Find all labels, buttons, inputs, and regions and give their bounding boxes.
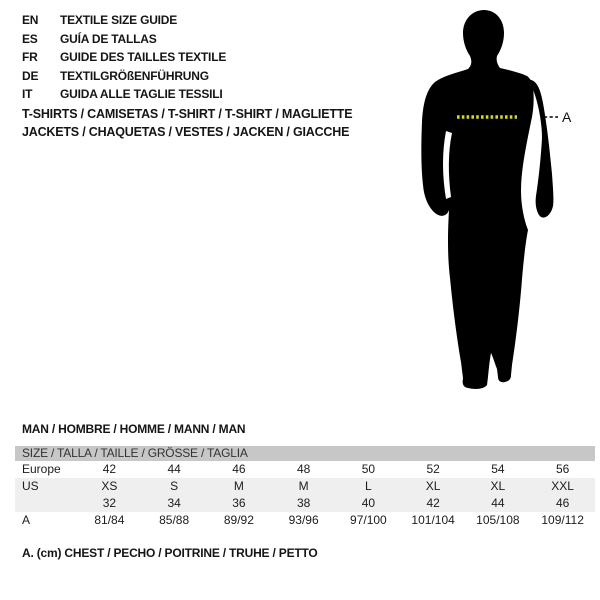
size-cell: 105/108 [476, 513, 520, 527]
size-cell: 89/92 [223, 513, 254, 527]
language-code: DE [22, 68, 39, 83]
size-cell: 101/104 [411, 513, 455, 527]
section-title-man: MAN / HOMBRE / HOMME / MANN / MAN [22, 422, 246, 436]
measurement-footnote: A. (cm) CHEST / PECHO / POITRINE / TRUHE / PETTO [22, 546, 318, 560]
table-row-europe [15, 461, 595, 478]
size-table [15, 446, 595, 529]
man-silhouette-figure [406, 4, 576, 396]
size-cell: 54 [491, 462, 505, 476]
size-table-grid [15, 461, 595, 529]
language-row [22, 11, 226, 30]
size-cell: XL [425, 479, 441, 493]
language-row [22, 67, 226, 86]
size-cell: 81/84 [94, 513, 125, 527]
row-label [15, 495, 77, 512]
table-row-us [15, 478, 595, 495]
size-cell: 46 [555, 496, 570, 510]
size-cell: 42 [102, 462, 117, 476]
language-code: IT [22, 87, 33, 101]
size-cell: 32 [102, 496, 117, 510]
row-label: US [22, 479, 39, 493]
row-label: A [22, 513, 31, 527]
language-row [22, 48, 226, 67]
size-cell: 44 [167, 462, 181, 476]
category-line-tshirts: T-SHIRTS / CAMISETAS / T-SHIRT / T-SHIRT / MAGLIETTE [22, 107, 353, 121]
man-silhouette-svg [406, 4, 576, 396]
size-cell: 52 [426, 462, 440, 476]
size-cell: 97/100 [350, 513, 387, 527]
size-cell: XXL [551, 479, 574, 493]
size-cell: XL [490, 479, 506, 493]
size-cell: S [170, 479, 179, 493]
language-label: TEXTILE SIZE GUIDE [60, 13, 178, 27]
measure-label-a: A [562, 109, 572, 125]
size-cell: L [365, 479, 372, 493]
language-label: GUIDE DES TAILLES TEXTILE [60, 50, 227, 64]
size-table-header: SIZE / TALLA / TAILLE / GRÖSSE / TAGLIA [15, 446, 595, 461]
size-cell: 46 [232, 462, 246, 476]
language-code: FR [22, 50, 38, 64]
size-cell: 44 [491, 496, 505, 510]
size-cell: 48 [296, 462, 311, 476]
size-cell: 34 [167, 496, 181, 510]
language-list [22, 11, 226, 104]
man-silhouette [421, 10, 533, 389]
size-cell: 56 [555, 462, 570, 476]
table-row-numeric [15, 495, 595, 512]
size-cell: XS [101, 479, 118, 493]
row-label: Europe [22, 462, 61, 476]
table-row-chest-a [15, 512, 595, 529]
size-cell: 50 [361, 462, 376, 476]
size-cell: M [298, 479, 309, 493]
language-code: ES [22, 31, 38, 46]
size-cell: 109/112 [541, 513, 584, 527]
size-cell: 36 [232, 496, 246, 510]
language-label: TEXTILGRÖßENFÜHRUNG [60, 68, 209, 83]
language-label: GUIDA ALLE TAGLIE TESSILI [60, 87, 223, 101]
garment-categories [22, 105, 352, 141]
language-row [22, 30, 226, 49]
language-row [22, 85, 226, 104]
size-cell: 40 [361, 496, 376, 510]
size-cell: M [233, 479, 244, 493]
size-cell: 42 [426, 496, 440, 510]
size-cell: 85/88 [159, 513, 190, 527]
language-code: EN [22, 13, 39, 27]
size-cell: 93/96 [288, 513, 319, 527]
category-line-jackets: JACKETS / CHAQUETAS / VESTES / JACKEN / GIACCHE [22, 125, 350, 139]
language-label: GUÍA DE TALLAS [60, 31, 157, 46]
size-cell: 38 [296, 496, 311, 510]
